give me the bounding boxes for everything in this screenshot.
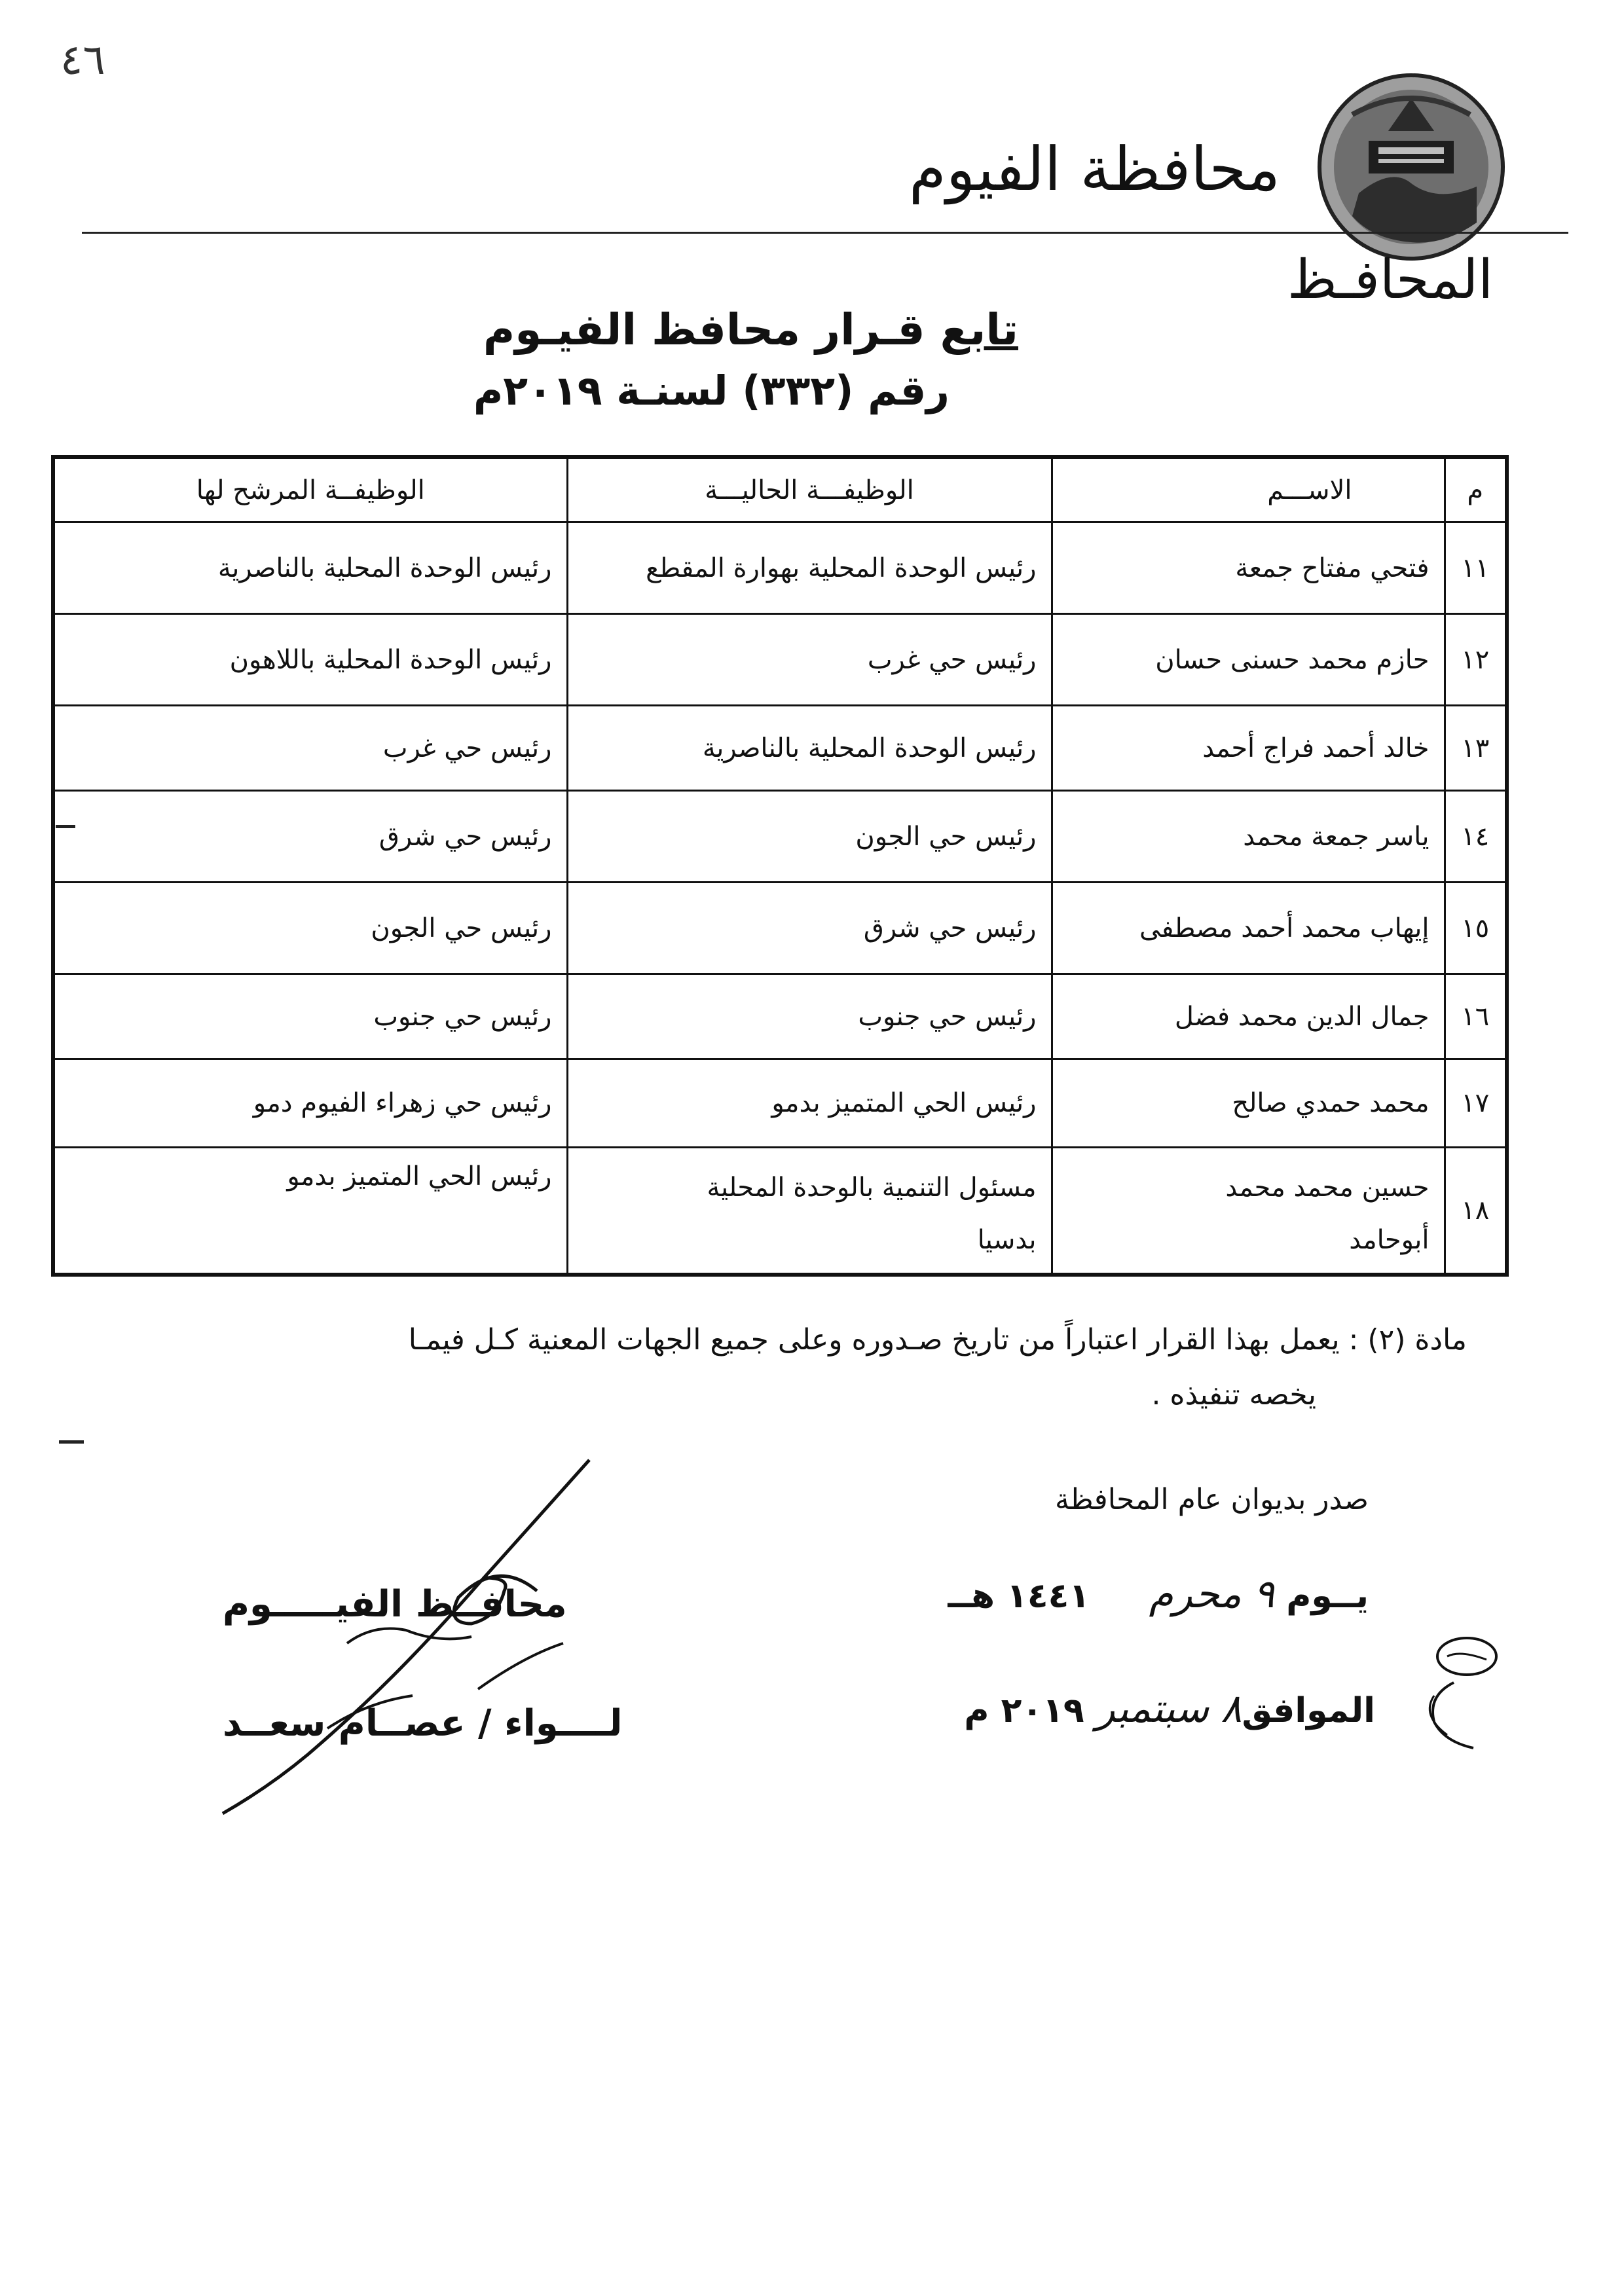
gregorian-day: ٨: [1221, 1686, 1242, 1732]
row-num: ١٢: [1445, 614, 1507, 706]
row-current-job: رئيس الحي المتميز بدمو: [567, 1059, 1052, 1148]
article-2-line2: يخصه تنفيذه .: [1151, 1378, 1316, 1412]
row-name: فتحي مفتاح جمعة: [1052, 522, 1445, 614]
row-nominated-job: رئيس حي زهراء الفيوم دمو: [53, 1059, 567, 1148]
handwritten-signature: [196, 1427, 694, 1833]
issued-at: صدر بديوان عام المحافظة: [1054, 1483, 1369, 1516]
table-header-row: [53, 457, 1507, 522]
row-nominated-job: رئيس حي شرق: [53, 791, 567, 883]
gregorian-label: الموافق: [1242, 1691, 1375, 1730]
row-current-job: رئيس حي شرق: [567, 883, 1052, 974]
row-num: ١٥: [1445, 883, 1507, 974]
row-name: محمد حمدي صالح: [1052, 1059, 1445, 1148]
row-num: ١٧: [1445, 1059, 1507, 1148]
row-name: حازم محمد حسنى حسان: [1052, 614, 1445, 706]
gregorian-year: ٢٠١٩ م: [964, 1691, 1084, 1730]
row-nominated-job: رئيس الحي المتميز بدمو: [53, 1148, 567, 1275]
row-current-job: رئيس الوحدة المحلية بالناصرية: [567, 706, 1052, 791]
row-nominated-job: رئيس حي الجون: [53, 883, 567, 974]
header-name: الاســـم: [1052, 457, 1445, 522]
hijri-date: [948, 1571, 1369, 1617]
corner-page-note: ٤٦: [60, 36, 105, 84]
row-nominated-job: رئيس حي غرب: [53, 706, 567, 791]
header-num: م: [1445, 457, 1507, 522]
gregorian-date: [964, 1686, 1375, 1732]
table-row: [53, 522, 1507, 614]
article-2-line1: مادة (٢) : يعمل بهذا القرار اعتباراً من تاريخ صـدوره وعلى جميع الجهات المعنية كـل فيمـا: [408, 1323, 1467, 1357]
row-nominated-job: رئيس الوحدة المحلية باللاهون: [53, 614, 567, 706]
row-nominated-job: رئيس حي جنوب: [53, 974, 567, 1059]
governor-name: لــــواء / عصــام سعــد: [223, 1702, 623, 1745]
table-row: [53, 614, 1507, 706]
row-current-job: رئيس حي غرب: [567, 614, 1052, 706]
margin-mark: [56, 825, 75, 828]
row-current-job: رئيس حي الجون: [567, 791, 1052, 883]
decision-title-rest: قـرار محافظ الفيـوم: [483, 304, 925, 355]
row-current-job: رئيس الوحدة المحلية بهوارة المقطع: [567, 522, 1052, 614]
header-divider: [82, 232, 1568, 234]
office-title: المحافـظ: [1287, 249, 1493, 311]
transfers-table: [51, 455, 1509, 1277]
table-row: [53, 1148, 1507, 1275]
table-row: [53, 883, 1507, 974]
row-name: جمال الدين محمد فضل: [1052, 974, 1445, 1059]
article-2: [118, 1313, 1467, 1423]
row-name: ياسر جمعة محمد: [1052, 791, 1445, 883]
hijri-day-label: يــوم: [1286, 1576, 1369, 1616]
header-nominated-job: الوظيفــة المرشح لها: [53, 457, 567, 522]
row-name: إيهاب محمد أحمد مصطفى: [1052, 883, 1445, 974]
row-name: حسين محمد محمد أبوحامد: [1052, 1148, 1445, 1275]
row-nominated-job: رئيس الوحدة المحلية بالناصرية: [53, 522, 567, 614]
hijri-day: ٩: [1253, 1571, 1275, 1617]
row-name: خالد أحمد فراج أحمد: [1052, 706, 1445, 791]
table-row: [53, 974, 1507, 1059]
row-num: ١٣: [1445, 706, 1507, 791]
governor-title: محافــظ الفيـــــوم: [223, 1583, 567, 1626]
row-num: ١٦: [1445, 974, 1507, 1059]
table-row: [53, 706, 1507, 791]
decision-title-prefix: تابع: [940, 304, 1018, 355]
governorate-name: محافظة الفيوم: [908, 134, 1280, 204]
table-row: [53, 1059, 1507, 1148]
margin-initials: [1408, 1624, 1506, 1755]
decision-number: رقم (٣٣٢) لسنـة ٢٠١٩م: [473, 367, 950, 414]
row-num: ١٤: [1445, 791, 1507, 883]
decision-title: [483, 304, 1018, 355]
row-current-job: رئيس حي جنوب: [567, 974, 1052, 1059]
row-num: ١٨: [1445, 1148, 1507, 1275]
table-row: [53, 791, 1507, 883]
row-current-job: مسئول التنمية بالوحدة المحلية بدسيا: [567, 1148, 1052, 1275]
margin-mark: [59, 1440, 84, 1444]
header-current-job: الوظيفـــة الحاليـــة: [567, 457, 1052, 522]
hijri-year: ١٤٤١ هــ: [948, 1576, 1090, 1616]
row-num: ١١: [1445, 522, 1507, 614]
fayoum-governorate-logo: [1313, 69, 1509, 265]
hijri-month: محرم: [1149, 1571, 1242, 1617]
gregorian-month: سبتمبر: [1096, 1686, 1209, 1732]
